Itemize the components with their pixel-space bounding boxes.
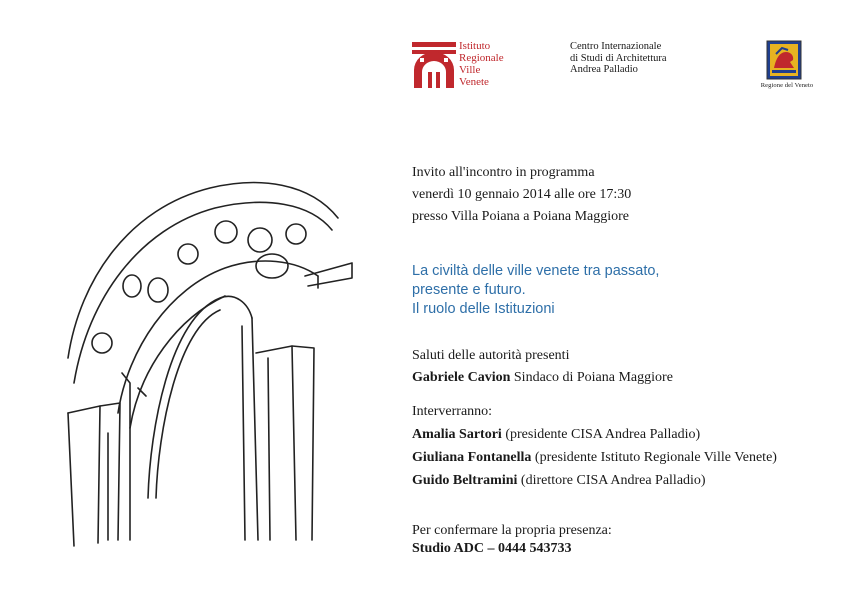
arch-sketch-illustration [60,168,370,548]
regione-veneto-logo [752,40,822,92]
cisa-logo [570,41,667,76]
ivv-logo-line: Ville [459,64,481,76]
speaker-role: (presidente CISA Andrea Palladio) [505,427,701,442]
title-line: presente e futuro. [412,282,526,298]
greetings-section [412,345,673,389]
rsvp-contact [412,540,612,558]
speaker-item [412,446,777,469]
speakers-section [412,400,777,492]
cisa-logo-line: di Studi di Architettura [570,52,667,64]
cisa-logo-line: Centro Internazionale [570,41,662,52]
rsvp-section [412,522,612,558]
ivv-logo-line: Regionale [459,52,504,64]
speaker-name: Giuliana Fontanella [412,450,532,465]
person-role: Sindaco di Poiana Maggiore [513,370,673,385]
intro-venue-line: presso Villa Poiana a Poiana Maggiore [412,209,630,224]
ivv-logo-line: Venete [459,76,489,88]
speakers-heading: Interverranno: [412,404,493,419]
event-title [412,262,659,319]
rsvp-contact-text: Studio ADC – 0444 543733 [412,541,572,556]
greetings-person [412,367,673,389]
ivv-logo-line: Istituto [459,40,491,52]
greetings-heading: Saluti delle autorità presenti [412,348,570,363]
speaker-item [412,423,777,446]
ivv-arch-icon [412,42,456,88]
title-line: La civiltà delle ville venete tra passato, [412,263,660,279]
cisa-logo-line: Andrea Palladio [570,64,638,75]
speaker-name: Amalia Sartori [412,427,502,442]
veneto-lion-shield-icon [766,40,802,80]
intro-line: Invito all'incontro in programma [412,165,595,180]
speaker-item [412,469,777,492]
rsvp-label: Per confermare la propria presenza: [412,523,612,538]
speaker-name: Guido Beltramini [412,473,518,488]
title-line: Il ruolo delle Istituzioni [412,301,555,317]
person-name: Gabriele Cavion [412,370,511,385]
regione-veneto-caption: Regione del Veneto [760,82,814,89]
invitation-intro [412,162,631,228]
speaker-role: (direttore CISA Andrea Palladio) [520,473,706,488]
ivv-logo [412,40,532,90]
intro-date-line: venerdì 10 gennaio 2014 alle ore 17:30 [412,187,632,202]
speaker-role: (presidente Istituto Regionale Ville Venete) [534,450,777,465]
